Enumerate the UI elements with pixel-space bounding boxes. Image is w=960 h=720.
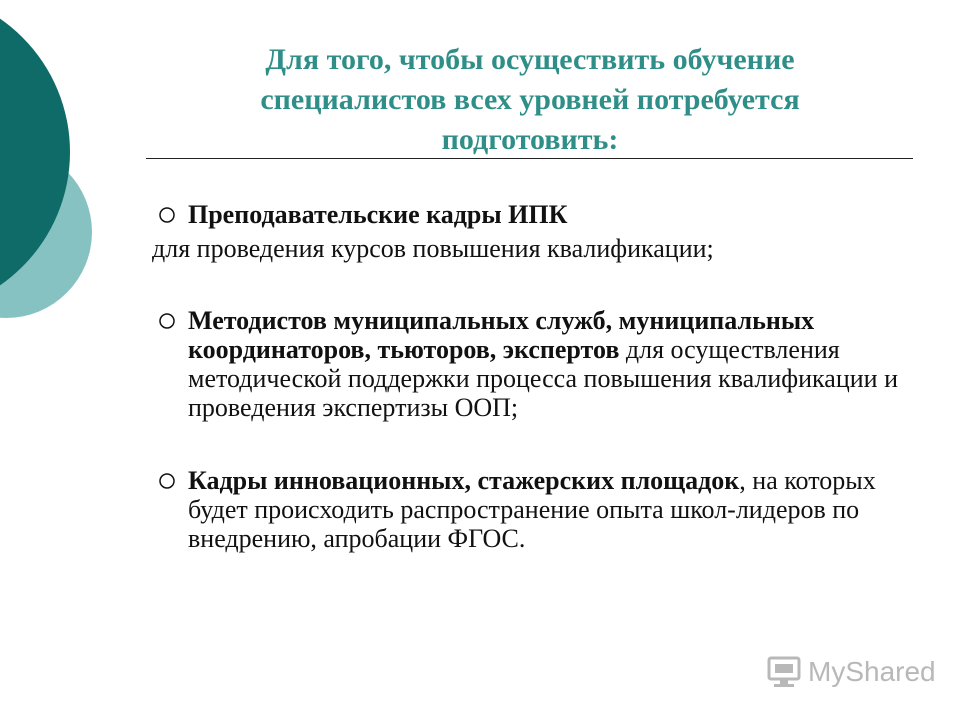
title-line-2: специалистов всех уровней потребуется (260, 83, 800, 116)
bullet-1-bold: Преподавательские кадры ИПК (188, 200, 568, 229)
title-line-3: подготовить: (441, 123, 619, 156)
bullet-item-2 (150, 306, 930, 422)
bullet-2-bold: Методистов муниципальных служб, муниципальных координаторов, тьюторов, экспертов (188, 306, 815, 364)
bullet-list (150, 200, 930, 553)
bullet-3-bold: Кадры инновационных, стажерских площадок (188, 466, 740, 495)
title-divider (146, 158, 913, 159)
bullet-3-text: , на которых будет происходить распространение опыта школ-лидеров по внедрению, апробации ФГОС. (188, 466, 876, 553)
bullet-2-text: для осуществления методической поддержки процесса повышения квалификации и проведения экспертизы ООП; (188, 335, 898, 422)
title-line-1: Для того, чтобы осуществить обучение (265, 43, 795, 76)
watermark (766, 655, 936, 691)
monitor-icon (766, 655, 804, 689)
bullet-item-3 (150, 466, 930, 553)
decorative-circles (0, 0, 110, 400)
watermark-text: MyShared (808, 656, 936, 687)
hollow-circle-icon (158, 312, 176, 330)
slide-title (150, 40, 910, 160)
bullet-item-1 (150, 200, 930, 229)
hollow-circle-icon (158, 206, 176, 224)
hollow-circle-icon (158, 472, 176, 490)
bullet-1-subtext: для проведения курсов повышения квалификации; (152, 234, 714, 263)
